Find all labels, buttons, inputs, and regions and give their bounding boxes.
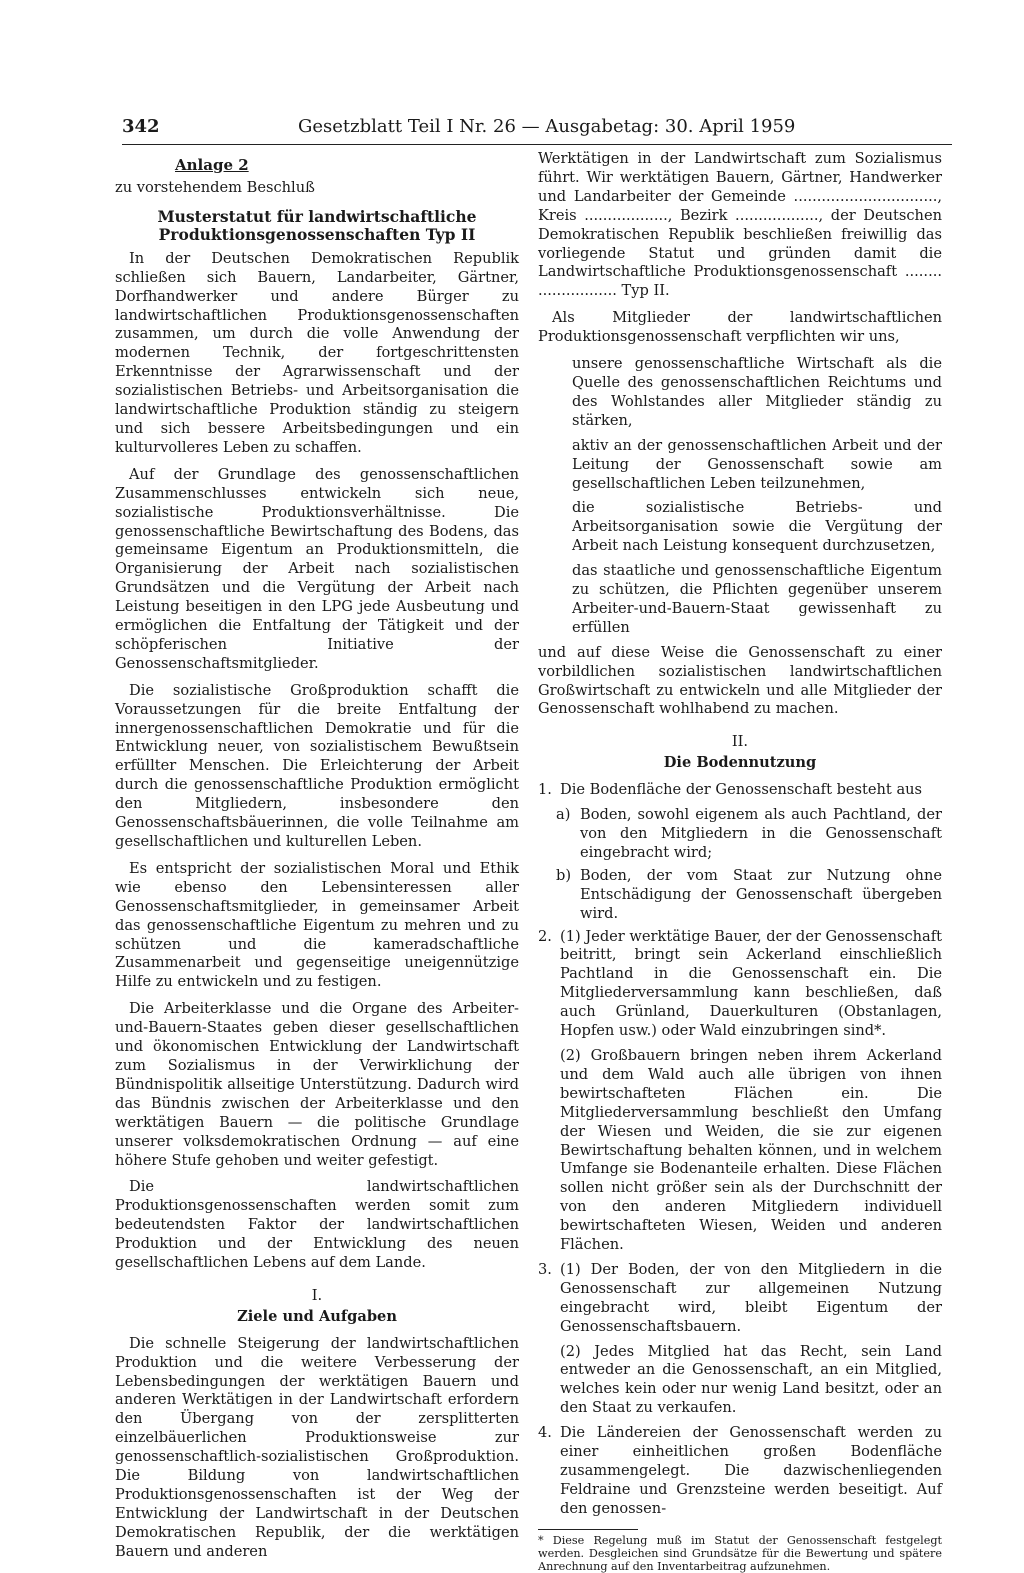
anlage-subtitle: zu vorstehendem Beschluß bbox=[115, 178, 315, 196]
item-text: Boden, der vom Staat zur Nutzung ohne Entschädigung der Genossenschaft übergeben wird. bbox=[580, 866, 942, 922]
item-number: 4. bbox=[538, 1424, 552, 1442]
item-3-paragraph-2: (2) Jedes Mitglied hat das Recht, sein Land entweder an die Genossenschaft, an ein Mitglied, welches kein oder nur wenig Land besitzt, oder an den Staat zu verkaufen. bbox=[560, 1342, 942, 1417]
section-1-number: I. bbox=[311, 1286, 323, 1304]
duty-item: das staatliche und genossenschaftliche Eigentum zu schützen, die Pflichten gegenüber unserem Arbeiter-und-Bauern-Staat gewissenhaft zu erfüllen bbox=[572, 562, 942, 636]
preamble-paragraph: Die Arbeiterklasse und die Organe des Arbeiter-und-Bauern-Staates geben dieser gesellschaftlichen und ökonomischen Entwicklung der Landwirtschaft zum Sozialismus in der Verwirklichung der Bündnispolitik allseitige Unterstützung. Dadurch wird das Bündnis zwischen der Arbeiterklasse und den werktätigen Bauern — die politische Grundlage unserer volksdemokratischen Ordnung — auf eine höhere Stufe gehoben und weiter gefestigt. bbox=[115, 1000, 519, 1169]
preamble-paragraph: In der Deutschen Demokratischen Republik schließen sich Bauern, Landarbeiter, Gärtner, Dorfhandwerker und andere Bürger zu landwirtschaftlichen Produktionsgenossenschaften zusammen, um durch die volle Anwendung der modernen Technik, der fortgeschrittensten Erkenntnisse der Agrarwissenschaft und der sozialistischen Betriebs- und Arbeitsorganisation die landwirtschaftliche Produktion ständig zu steigern und sich bessere Arbeitsbedingungen und ein kulturvolleres Leben zu schaffen. bbox=[115, 249, 519, 456]
right-column bbox=[538, 150, 942, 1573]
left-column bbox=[115, 150, 519, 1570]
item-label: b) bbox=[556, 866, 572, 884]
list-item-1a bbox=[556, 806, 942, 863]
section-2-title: Die Bodennutzung bbox=[663, 754, 817, 772]
list-item-2 bbox=[538, 928, 942, 1041]
section-1-title: Ziele und Aufgaben bbox=[237, 1307, 397, 1325]
gazette-title: Gesetzblatt Teil I Nr. 26 — Ausgabetag: 30. April 1959 bbox=[298, 116, 796, 137]
item-number: 1. bbox=[538, 781, 552, 799]
item-text: (1) Der Boden, der von den Mitgliedern in die Genossenschaft zur allgemeinen Nutzung eingebracht wird, bleibt Eigentum der Genossenschaftsbauern. bbox=[560, 1260, 942, 1335]
preamble-paragraph: Es entspricht der sozialistischen Moral und Ethik wie ebenso den Lebensinteressen aller Genossenschaftsmitglieder, in gemeinsamer Arbeit das genossenschaftliche Eigentum zu mehren und zu schützen und die kameradschaftliche Zusammenarbeit und gegenseitige uneigennützige Hilfe zu entwickeln und zu festigen. bbox=[115, 859, 519, 991]
item-text: Die Bodenfläche der Genossenschaft besteht aus bbox=[560, 781, 923, 799]
item-2-paragraph-2: (2) Großbauern bringen neben ihrem Ackerland und dem Wald auch alle übrigen von ihnen bewirtschafteten Flächen ein. Die Mitgliederversammlung beschließt den Umfang der Wiesen und Weiden, die sie zur eigenen Bewirtschaftung behalten können, und in welchem Umfange sie Bodenanteile erhalten. Diese Flächen sollen nicht größer sein als der Durchschnitt der von den anderen Mitgliedern individuell bewirtschafteten Wiesen, Weiden und anderen Flächen. bbox=[560, 1046, 942, 1254]
item-number: 3. bbox=[538, 1260, 552, 1278]
list-item-1b bbox=[556, 867, 942, 924]
members-intro: Als Mitglieder der landwirtschaftlichen Produktionsgenossenschaft verpflichten wir uns, bbox=[538, 309, 942, 346]
item-text: Die Ländereien der Genossenschaft werden zu einer einheitlichen großen Bodenfläche zusammengelegt. Die dazwischenliegenden Feldraine und Grenzsteine werden beseitigt. Auf den genossen- bbox=[560, 1424, 942, 1517]
page-header bbox=[122, 116, 952, 142]
footnote: * Diese Regelung muß im Statut der Genossenschaft festgelegt werden. Desgleichen sind Grundsätze für die Bewertung und spätere Anrechnung auf den Inventarbeitrag aufzunehmen. bbox=[538, 1533, 942, 1573]
footnote-rule bbox=[538, 1529, 638, 1530]
section-1-paragraph: Die schnelle Steigerung der landwirtschaftlichen Produktion und die weitere Verbesserung der Lebensbedingungen der werktätigen Bauern und anderen Werktätigen in der Landwirtschaft erfordern den Übergang von der zersplitterten einzelbäuerlichen Produktionsweise zur genossenschaftlich-sozialistischen Großproduktion. Die Bildung von landwirtschaftlichen Produktionsgenossenschaften ist der Weg der Entwicklung der Landwirtschaft in der Deutschen Demokratischen Republik, der die werktätigen Bauern und anderen bbox=[115, 1334, 519, 1560]
duty-item: die sozialistische Betriebs- und Arbeitsorganisation sowie die Vergütung der Arbeit nach Leistung konsequent durchzusetzen, bbox=[572, 499, 942, 555]
document-title: Musterstatut für landwirtschaftliche Produktionsgenossenschaften Typ II bbox=[157, 206, 477, 244]
header-rule bbox=[122, 144, 952, 145]
item-text: (1) Jeder werktätige Bauer, der der Genossenschaft beitritt, bringt sein Ackerland einschließlich Pachtland in die Genossenschaft ein. Die Mitgliederversammlung kann beschließen, daß auch Grünland, Dauerkulturen (Obstanlagen, Hopfen usw.) oder Wald einzubringen sind*. bbox=[560, 927, 942, 1040]
duty-item: unsere genossenschaftliche Wirtschaft als die Quelle des genossenschaftlichen Reichtums und des Wohlstandes aller Mitglieder ständig zu stärken, bbox=[572, 355, 942, 429]
preamble-paragraph: Auf der Grundlage des genossenschaftlichen Zusammenschlusses entwickeln sich neue, sozialistische Produktionsverhältnisse. Die genossenschaftliche Bewirtschaftung des Bodens, das gemeinsame Eigentum an Produktionsmitteln, die Organisierung der Arbeit nach sozialistischen Grundsätzen und die Vergütung der Arbeit nach Leistung beseitigen in den LPG jede Ausbeutung und ermöglichen die Entfaltung der Tätigkeit und der schöpferischen Initiative der Genossenschaftsmitglieder. bbox=[115, 465, 519, 672]
page-number: 342 bbox=[122, 116, 160, 137]
continuation-paragraph: Werktätigen in der Landwirtschaft zum Sozialismus führt. Wir werktätigen Bauern, Gärtner, Handwerker und Landarbeiter der Gemeinde ..............................., Kreis .................., Bezirk .................., der Deutschen Demokratischen Republik beschließen freiwillig das vorliegende Statut und gründen damit die Landwirtschaftliche Produktionsgenossenschaft ........ ................. Typ II. bbox=[538, 150, 942, 300]
anlage-heading: Anlage 2 bbox=[175, 156, 249, 174]
preamble-paragraph: Die landwirtschaftlichen Produktionsgenossenschaften werden somit zum bedeutendsten Faktor der landwirtschaftlichen Produktion und der Entwicklung des neuen gesellschaftlichen Lebens auf dem Lande. bbox=[115, 1178, 519, 1272]
list-item-4 bbox=[538, 1424, 942, 1519]
preamble-paragraph: Die sozialistische Großproduktion schafft die Voraussetzungen für die breite Entfaltung der innergenossenschaftlichen Demokratie und für die Entwicklung neuer, von sozialistischem Bewußtsein erfüllter Menschen. Die Erleichterung der Arbeit durch die genossenschaftliche Produktion ermöglicht den Mitgliedern, insbesondere den Genossenschaftsbäuerinnen, die volle Teilnahme am gesellschaftlichen und kulturellen Leben. bbox=[115, 681, 519, 850]
item-label: a) bbox=[556, 806, 571, 824]
closing-paragraph: und auf diese Weise die Genossenschaft zu einer vorbildlichen sozialistischen landwirtschaftlichen Großwirtschaft zu entwickeln und alle Mitglieder der Genossenschaft wohlhabend zu machen. bbox=[538, 643, 942, 718]
duty-item: aktiv an der genossenschaftlichen Arbeit und der Leitung der Genossenschaft sowie am gesellschaftlichen Leben teilzunehmen, bbox=[572, 436, 942, 492]
list-item-3 bbox=[538, 1261, 942, 1337]
list-item-1 bbox=[538, 781, 942, 800]
section-2-number: II. bbox=[731, 733, 749, 751]
item-text: Boden, sowohl eigenem als auch Pachtland, der von den Mitgliedern in die Genossenschaft eingebracht wird; bbox=[580, 806, 942, 861]
item-number: 2. bbox=[538, 927, 552, 945]
